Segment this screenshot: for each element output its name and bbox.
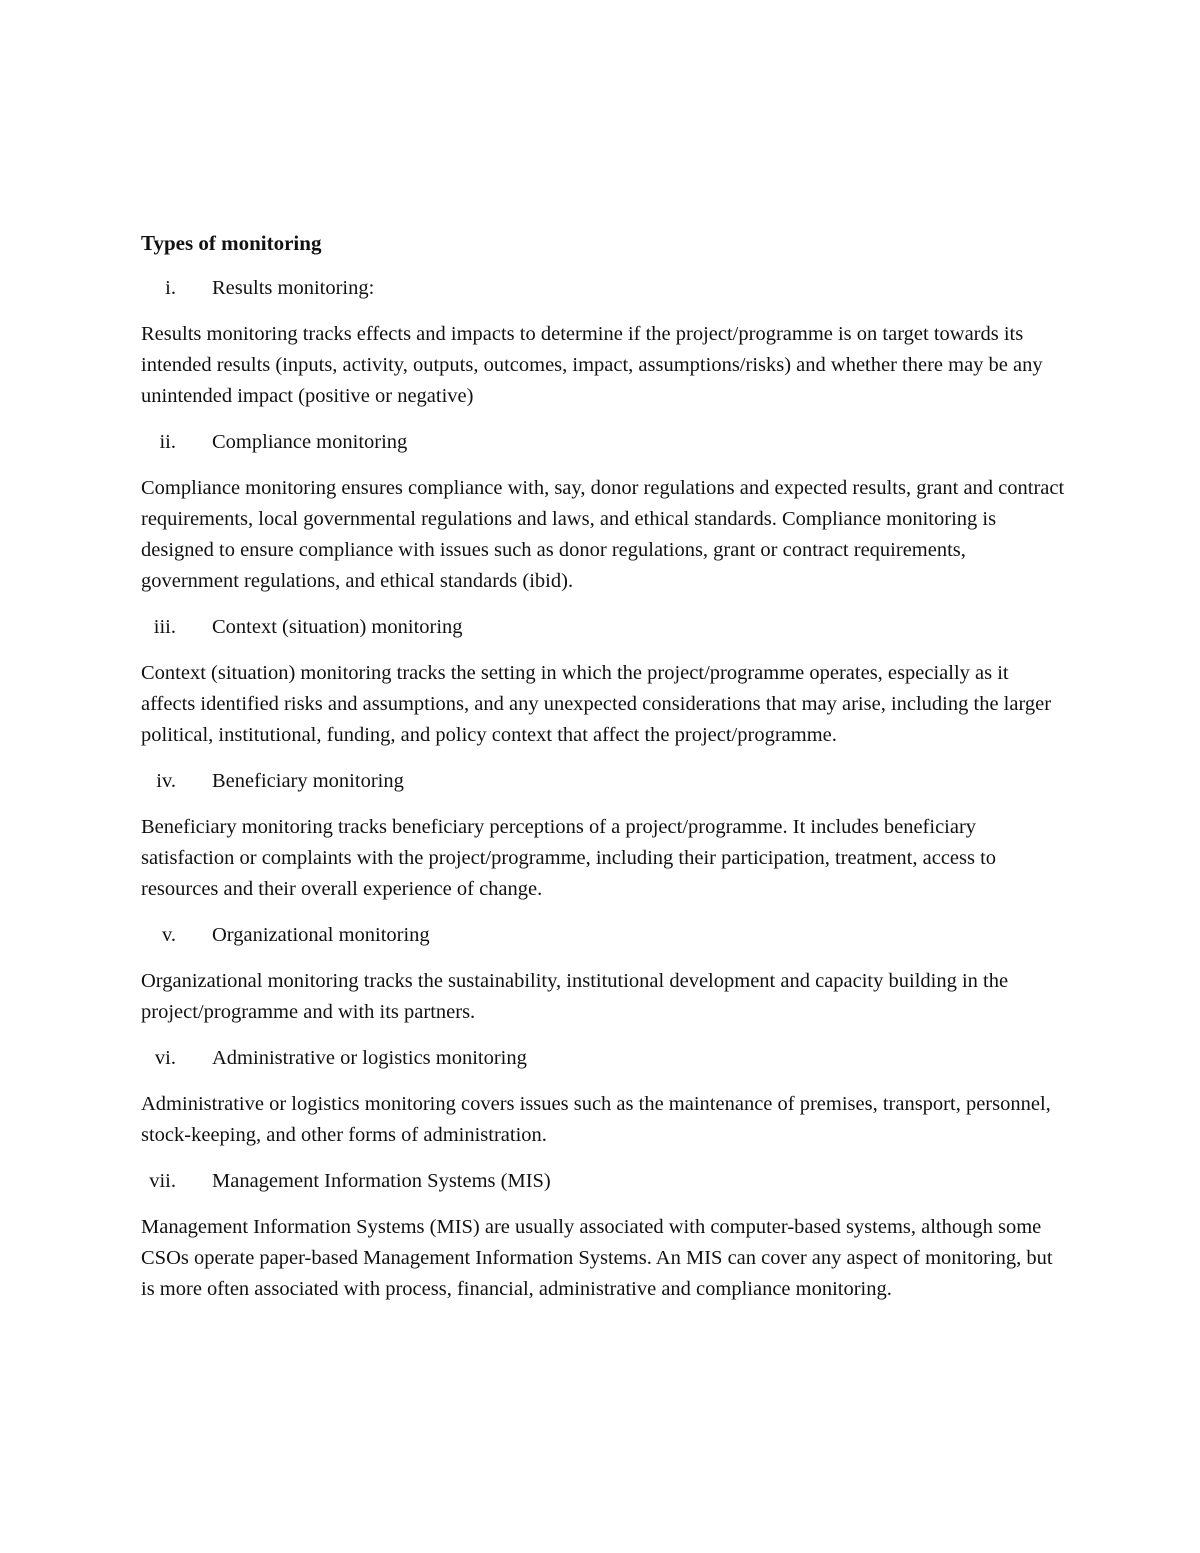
section-body: Administrative or logistics monitoring covers issues such as the maintenance of premises, transport, personnel, stock-keeping, and other forms of administration. xyxy=(141,1093,1051,1146)
section-body: Results monitoring tracks effects and impacts to determine if the project/programme is on target towards its intended results (inputs, activity, outputs, outcomes, impact, assumptions/risks) and whether there may be any unintended impact (positive or negative) xyxy=(141,323,1043,407)
list-numeral: i. xyxy=(165,277,176,299)
section-body: Beneficiary monitoring tracks beneficiary perceptions of a project/programme. It includes beneficiary satisfaction or complaints with the project/programme, including their participation, treatment, access to resources and their overall experience of change. xyxy=(141,816,997,900)
list-item-heading xyxy=(141,766,1071,797)
list-item-heading xyxy=(141,427,1071,458)
document-title: Types of monitoring xyxy=(141,231,322,255)
section-heading: Compliance monitoring xyxy=(212,431,408,453)
list-numeral: vii. xyxy=(149,1170,176,1192)
list-item-heading xyxy=(141,1043,1071,1074)
section-body: Context (situation) monitoring tracks the setting in which the project/programme operates, especially as it affects identified risks and assumptions, and any unexpected considerations that may arise, including the larger political, institutional, funding, and policy context that affect the project/programme. xyxy=(141,662,1052,746)
section-heading: Beneficiary monitoring xyxy=(212,770,404,792)
list-numeral: ii. xyxy=(159,431,176,453)
section-heading: Management Information Systems (MIS) xyxy=(212,1170,551,1192)
section-body: Management Information Systems (MIS) are usually associated with computer-based systems, although some CSOs operate paper-based Management Information Systems. An MIS can cover any aspect of monitoring, but is more often associated with process, financial, administrative and compliance monitoring. xyxy=(141,1216,1053,1300)
section-heading: Administrative or logistics monitoring xyxy=(212,1047,527,1069)
list-numeral: iv. xyxy=(156,770,176,792)
section-heading: Context (situation) monitoring xyxy=(212,616,463,638)
list-item-heading xyxy=(141,1166,1071,1197)
list-item-heading xyxy=(141,273,1071,304)
section-body: Organizational monitoring tracks the sustainability, institutional development and capacity building in the project/programme and with its partners. xyxy=(141,970,1009,1023)
list-numeral: vi. xyxy=(154,1047,176,1069)
document-page xyxy=(141,226,1071,1320)
section-heading: Results monitoring: xyxy=(212,277,375,299)
list-numeral: iii. xyxy=(153,616,176,638)
list-numeral: v. xyxy=(161,924,176,946)
section-heading: Organizational monitoring xyxy=(212,924,430,946)
section-body: Compliance monitoring ensures compliance with, say, donor regulations and expected results, grant and contract requirements, local governmental regulations and laws, and ethical standards. Compliance monitoring is designed to ensure compliance with issues such as donor regulations, grant or contract requirements, government regulations, and ethical standards (ibid). xyxy=(141,477,1065,592)
list-item-heading xyxy=(141,612,1071,643)
list-item-heading xyxy=(141,920,1071,951)
